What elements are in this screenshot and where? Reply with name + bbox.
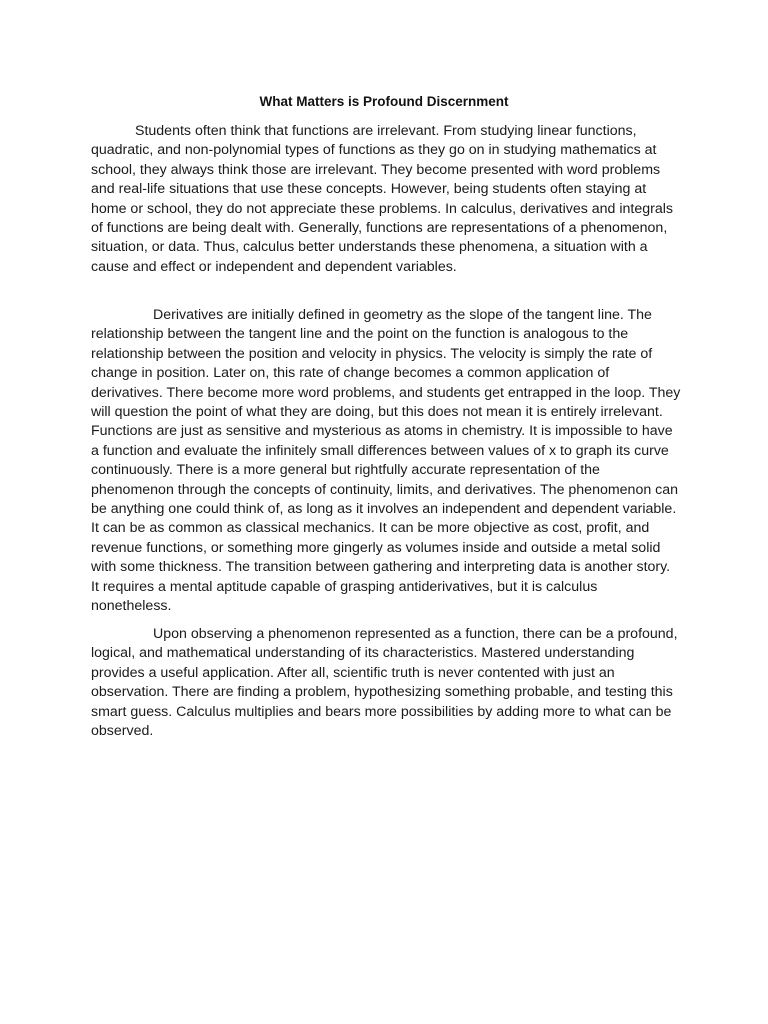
paragraph-2: Derivatives are initially defined in geometry as the slope of the tangent line. The relationship between the tangent line and the point on the function is analogous to the relationship between the position and velocity in physics. The velocity is simply the rate of change in position. Later on, this rate of change becomes a common application of derivatives. There become more word problems, and students get entrapped in the loop. They will question the point of what they are doing, but this does not mean it is entirely irrelevant. Functions are just as sensitive and mysterious as atoms in chemistry. It is impossible to have a function and evaluate the infinitely small differences between values of x to graph its curve continuously. There is a more general but rightfully accurate representation of the phenomenon through the concepts of continuity, limits, and derivatives. The phenomenon can be anything one could think of, as long as it involves an independent and dependent variable. It can be as common as classical mechanics. It can be more objective as cost, profit, and revenue functions, or something more gingerly as volumes inside and outside a metal solid with some thickness. The transition between gathering and interpreting data is another story. It requires a mental aptitude capable of grasping antiderivatives, but it is calculus nonetheless.	[91, 307, 681, 615]
paragraph-3: Upon observing a phenomenon represented as a function, there can be a profound, logical, and mathematical understanding of its characteristics. Mastered understanding provides a useful application. After all, scientific truth is never contented with just an observation. There are finding a problem, hypothesizing something probable, and testing this smart guess. Calculus multiplies and bears more possibilities by adding more to what can be observed.	[91, 626, 678, 740]
paragraph-1: Students often think that functions are irrelevant. From studying linear functions, quadratic, and non-polynomial types of functions as they go on in studying mathematics at school, they always think those are irrelevant. They become presented with word problems and real-life situations that use these concepts. However, being students often staying at home or school, they do not appreciate these problems. In calculus, derivatives and integrals of functions are being dealt with. Generally, functions are representations of a phenomenon, situation, or data. Thus, calculus better understands these phenomena, a situation with a cause and effect or independent and dependent variables.	[91, 123, 674, 275]
document-title: What Matters is Profound Discernment	[259, 94, 509, 109]
